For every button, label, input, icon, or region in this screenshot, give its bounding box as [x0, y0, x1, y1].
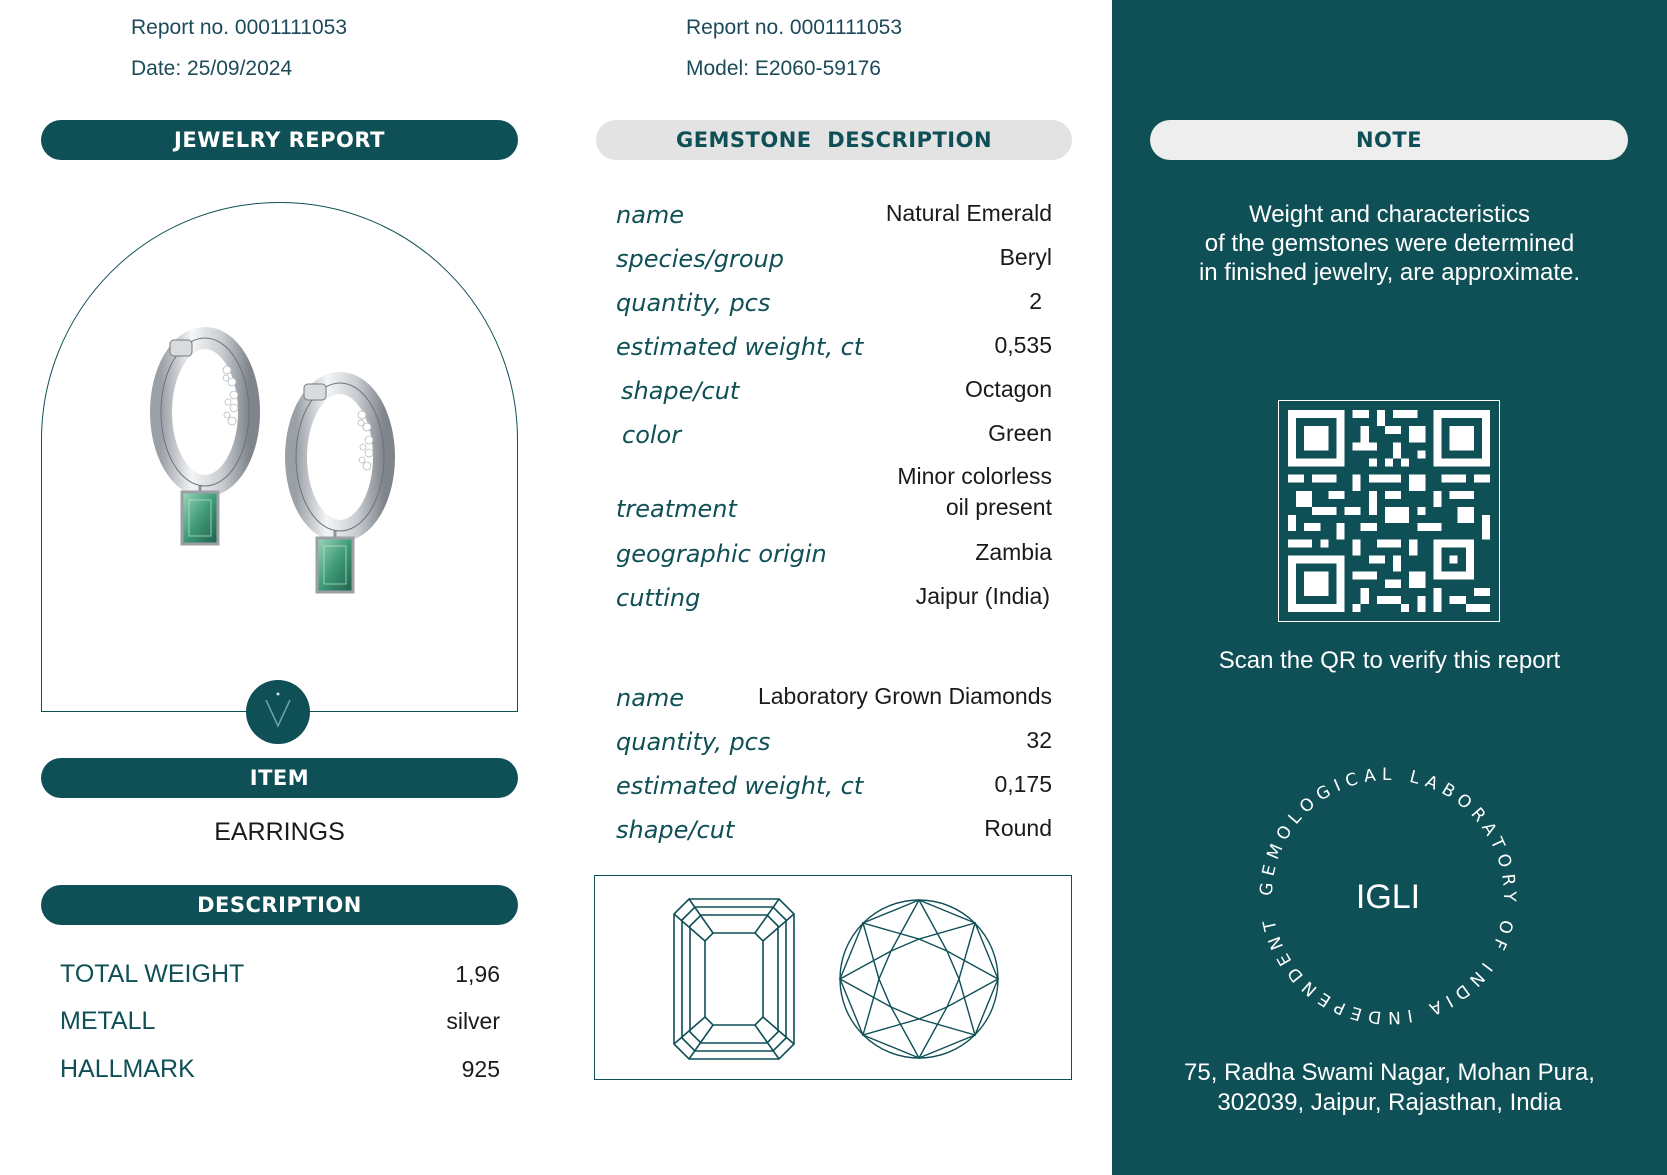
octagon-cut-icon	[673, 898, 795, 1060]
gem-row-cutting	[616, 581, 1052, 612]
item-value: EARRINGS	[214, 818, 345, 846]
gem-label: estimated weight, ct	[616, 772, 864, 800]
gem-label: quantity, pcs	[616, 728, 771, 756]
gemstone-description-title: GEMSTONE DESCRIPTION	[596, 120, 1072, 160]
gem-row-shape	[616, 374, 1052, 405]
gem-value: 0,535	[994, 332, 1052, 358]
gem-value: 0,175	[994, 771, 1052, 797]
gem-label: shape/cut	[616, 816, 735, 844]
brand-badge	[246, 680, 310, 744]
description-title: DESCRIPTION	[41, 885, 518, 925]
note-title: NOTE	[1150, 120, 1628, 160]
item-title: ITEM	[41, 758, 518, 798]
description-value: 925	[461, 1056, 500, 1082]
treatment-line-2: oil present	[945, 494, 1052, 520]
cut-diagrams	[594, 875, 1072, 1080]
gem-value: Zambia	[975, 539, 1052, 565]
diamond-row-quantity	[616, 725, 1052, 756]
note-line: Weight and characteristics	[1248, 201, 1530, 228]
seal-center-text: IGLI	[1355, 878, 1421, 916]
gem-row-name	[616, 198, 1052, 229]
gem-value: Beryl	[999, 244, 1052, 270]
lab-address	[1112, 1058, 1667, 1118]
v-logo-icon	[246, 680, 310, 744]
seal-ring-text: GEMOLOGICAL LABORATORY OF INDIA INDEPENDENT	[1256, 764, 1520, 1028]
description-label: HALLMARK	[60, 1055, 195, 1083]
description-label: METALL	[60, 1007, 156, 1035]
gem-label: estimated weight, ct	[616, 333, 864, 361]
gem-value: 2	[1029, 288, 1042, 314]
diamond-row-name	[616, 681, 1052, 712]
earring-right	[296, 383, 384, 592]
description-label: TOTAL WEIGHT	[60, 960, 245, 988]
round-cut-icon	[838, 898, 1000, 1060]
address-line: 302039, Jaipur, Rajasthan, India	[1217, 1089, 1562, 1116]
earrings-photo	[120, 320, 440, 640]
left-report-number: Report no. 0001111053	[131, 16, 348, 39]
note-line: in finished jewelry, are approximate.	[1198, 259, 1581, 286]
jewelry-report-title: JEWELRY REPORT	[41, 120, 518, 160]
mid-report-number: Report no. 0001111053	[686, 16, 903, 39]
gem-label: treatment	[616, 495, 737, 523]
gem-row-color	[616, 418, 1052, 449]
gem-value: Green	[988, 420, 1052, 446]
address-line: 75, Radha Swami Nagar, Mohan Pura,	[1184, 1059, 1595, 1086]
description-row-metall	[60, 1007, 500, 1036]
note-text	[1112, 200, 1667, 287]
gem-value: Round	[984, 815, 1052, 841]
gem-label: name	[616, 201, 685, 229]
description-row-total-weight	[60, 960, 500, 989]
gem-label: cutting	[616, 584, 701, 612]
report-date: Date: 25/09/2024	[131, 57, 293, 80]
gem-row-treatment	[616, 461, 1052, 523]
gem-value: Jaipur (India)	[915, 583, 1050, 609]
gem-row-species	[616, 242, 1052, 273]
description-row-hallmark	[60, 1055, 500, 1084]
scan-instruction: Scan the QR to verify this report	[1218, 647, 1561, 674]
gem-row-quantity	[616, 286, 1052, 317]
gem-row-weight	[616, 330, 1052, 361]
gem-value: Natural Emerald	[885, 200, 1052, 226]
description-value: silver	[446, 1008, 500, 1034]
gem-label: species/group	[616, 245, 784, 273]
note-line: of the gemstones were determined	[1204, 230, 1575, 257]
gem-label: quantity, pcs	[616, 289, 771, 317]
model-number: Model: E2060-59176	[686, 57, 881, 80]
gem-label: shape/cut	[621, 377, 740, 405]
diamond-row-weight	[616, 769, 1052, 800]
gem-value: Octagon	[965, 376, 1052, 402]
gem-value	[897, 461, 1052, 523]
description-value: 1,96	[455, 961, 500, 987]
earring-left	[161, 338, 249, 544]
qr-code-icon	[1288, 410, 1490, 612]
gem-row-origin	[616, 537, 1052, 568]
gem-label: name	[616, 684, 685, 712]
qr-code[interactable]	[1278, 400, 1500, 622]
igli-seal	[1244, 752, 1532, 1040]
gem-value: Laboratory Grown Diamonds	[757, 683, 1052, 709]
gem-label: color	[622, 421, 682, 449]
gem-label: geographic origin	[616, 540, 827, 568]
treatment-line-1: Minor colorless	[897, 463, 1052, 489]
gem-value: 32	[1026, 727, 1052, 753]
diamond-row-shape	[616, 813, 1052, 844]
